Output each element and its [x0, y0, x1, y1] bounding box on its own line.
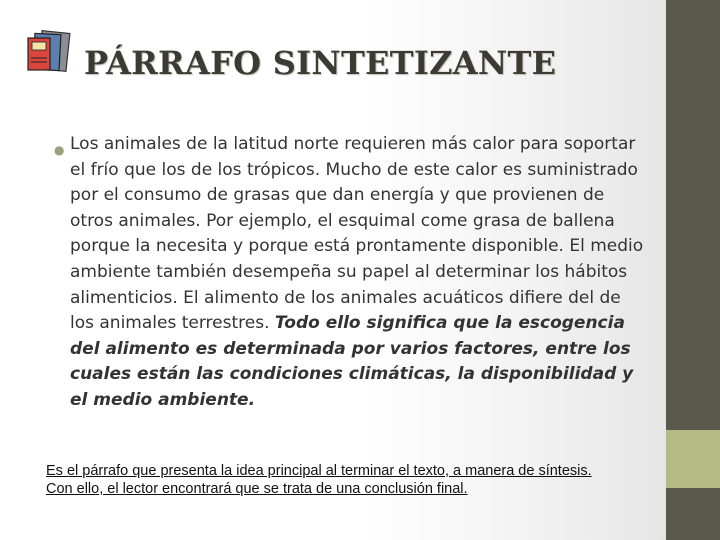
bullet-paragraph — [48, 132, 648, 414]
right-decorative-bar — [666, 0, 720, 540]
sidebar-top-block — [666, 0, 720, 430]
sidebar-accent-block — [666, 430, 720, 488]
bullet-dot-icon: ● — [54, 143, 65, 157]
bullet-text-emphasis: Todo ello significa que la escogencia del alimento es determinada por varios factores, entre los cuales están las condiciones climáticas, la disponibilidad y el medio ambiente. — [70, 313, 634, 410]
slide-title: PÁRRAFO SINTETIZANTE — [84, 44, 557, 82]
sidebar-bottom-block — [666, 488, 720, 540]
bullet-text-plain: Los animales de la latitud norte requieren más calor para soportar el frío que los de los trópicos. Mucho de este calor es suministrado por el consumo de grasas que dan energía y que provienen de otros animales. Por ejemplo, el esquimal come grasa de ballena porque la necesita y porque está prontamente disponible. El medio ambiente también desempeña su papel al determinar los hábitos alimenticios. El alimento de los animales acuáticos difiere del de los animales terrestres. — [70, 134, 644, 334]
summary-note: Es el párrafo que presenta la idea principal al terminar el texto, a manera de síntesis. Con ello, el lector encontrará que se trata de una conclusión final. — [46, 463, 592, 497]
bullet-text — [48, 132, 648, 414]
books-icon — [24, 28, 74, 74]
